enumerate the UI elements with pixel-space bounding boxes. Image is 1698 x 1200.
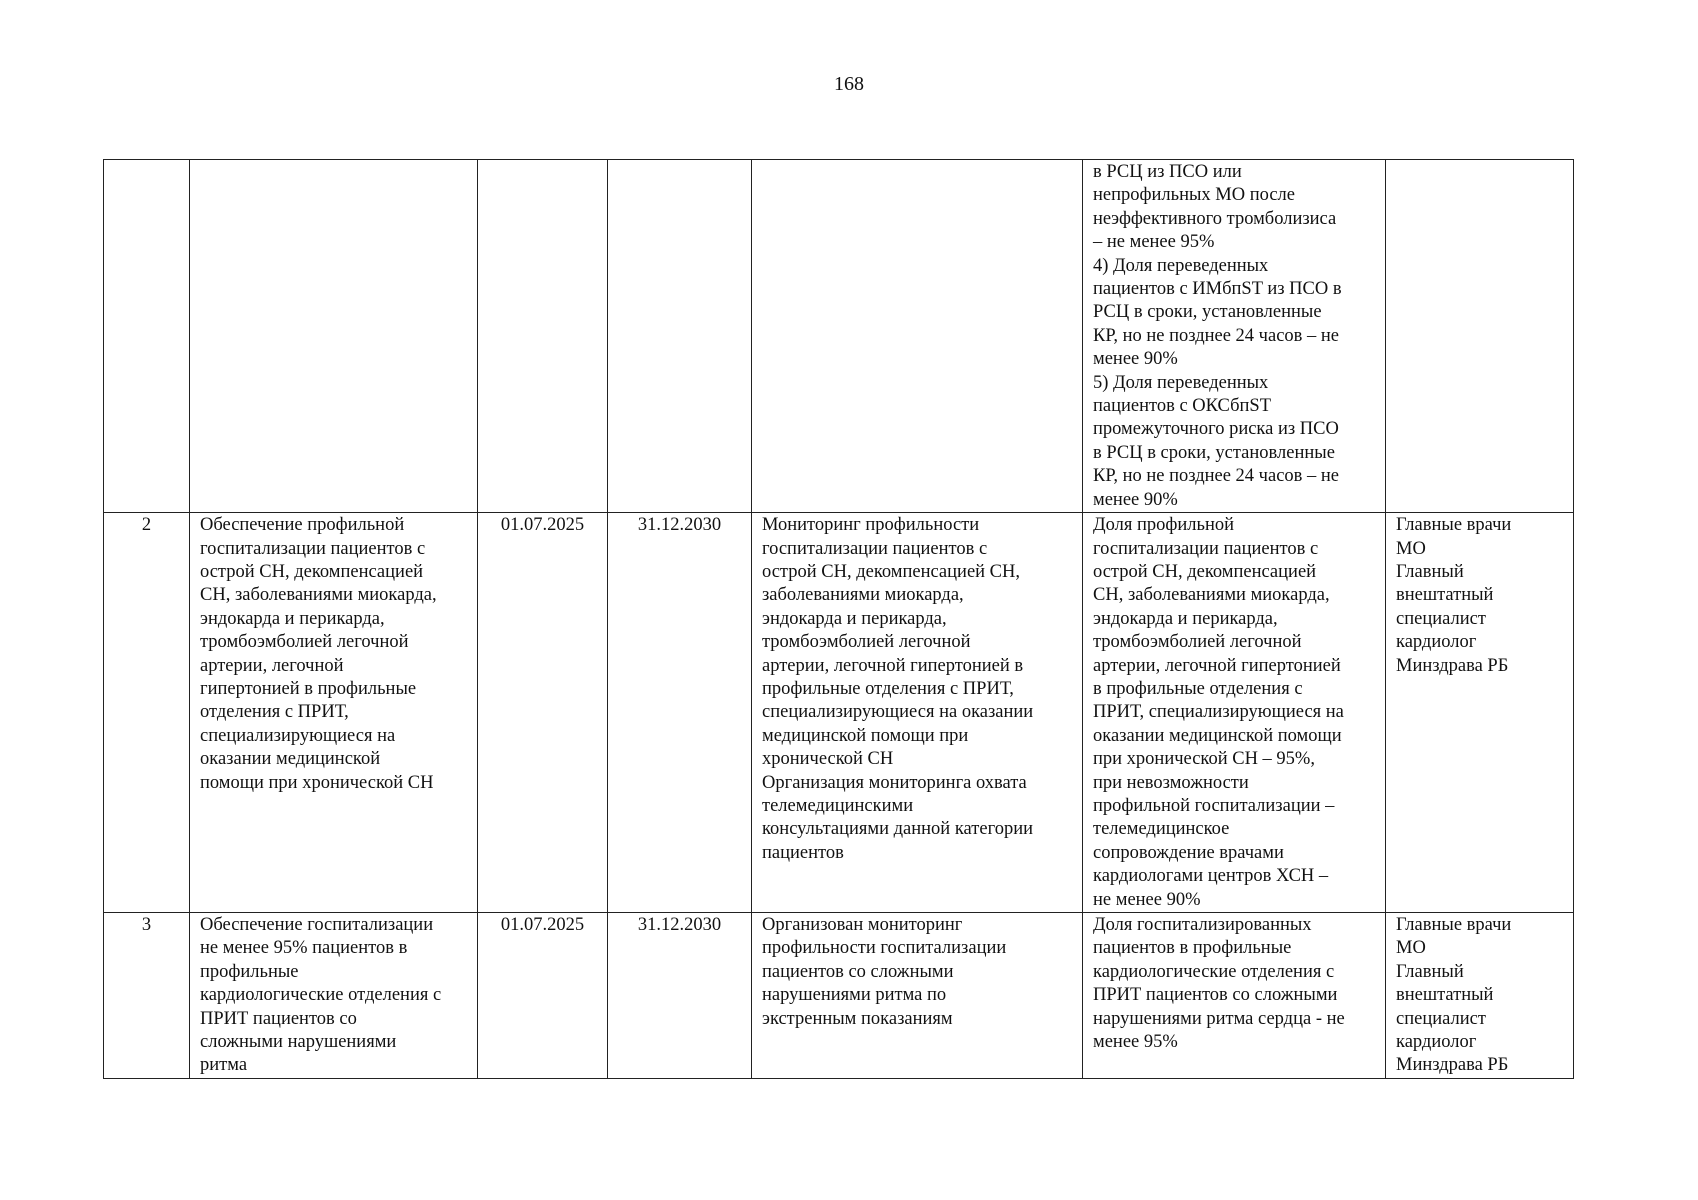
cell-end-date <box>608 160 752 513</box>
cell-result: Организован мониторинг профильности госпитализации пациентов со сложными нарушениями ритма по экстренным показаниям <box>752 913 1083 1079</box>
cell-responsible <box>1386 160 1574 513</box>
cell-number: 3 <box>104 913 190 1079</box>
cell-result: Мониторинг профильности госпитализации пациентов с острой СН, декомпенсацией СН, заболеваниями миокарда, эндокарда и перикарда, тромбоэмболией легочной артерии, легочной гипертонией в профильные отделения с ПРИТ, специализирующиеся на оказании медицинской помощи при хронической СН Организация мониторинга охвата телемедицинскими консультациями данной категории пациентов <box>752 513 1083 913</box>
cell-responsible: Главные врачи МО Главный внештатный специалист кардиолог Минздрава РБ <box>1386 513 1574 913</box>
cell-indicator: Доля госпитализированных пациентов в профильные кардиологические отделения с ПРИТ пациентов со сложными нарушениями ритма сердца - не менее 95% <box>1083 913 1386 1079</box>
cell-end-date: 31.12.2030 <box>608 913 752 1079</box>
cell-event: Обеспечение профильной госпитализации пациентов с острой СН, декомпенсацией СН, заболеваниями миокарда, эндокарда и перикарда, тромбоэмболией легочной артерии, легочной гипертонией в профильные отделения с ПРИТ, специализирующиеся на оказании медицинской помощи при хронической СН <box>190 513 478 913</box>
cell-indicator: в РСЦ из ПСО или непрофильных МО после неэффективного тромболизиса – не менее 95% 4) Доля переведенных пациентов с ИМбпST из ПСО в РСЦ в сроки, установленные КР, но не позднее 24 часов – не менее 90% 5) Доля переведенных пациентов с ОКСбпST промежуточного риска из ПСО в РСЦ в сроки, установленные КР, но не позднее 24 часов – не менее 90% <box>1083 160 1386 513</box>
cell-start-date: 01.07.2025 <box>478 913 608 1079</box>
cell-event: Обеспечение госпитализации не менее 95% пациентов в профильные кардиологические отделения с ПРИТ пациентов со сложными нарушениями ритма <box>190 913 478 1079</box>
cell-event <box>190 160 478 513</box>
measures-table <box>103 159 1574 1079</box>
table-row <box>104 513 1574 913</box>
cell-result <box>752 160 1083 513</box>
cell-indicator: Доля профильной госпитализации пациентов с острой СН, декомпенсацией СН, заболеваниями миокарда, эндокарда и перикарда, тромбоэмболией легочной артерии, легочной гипертонией в профильные отделения с ПРИТ, специализирующиеся на оказании медицинской помощи при хронической СН – 95%, при невозможности профильной госпитализации – телемедицинское сопровождение врачами кардиологами центров ХСН – не менее 90% <box>1083 513 1386 913</box>
cell-end-date: 31.12.2030 <box>608 513 752 913</box>
cell-number <box>104 160 190 513</box>
table-row <box>104 160 1574 513</box>
cell-start-date: 01.07.2025 <box>478 513 608 913</box>
page-number: 168 <box>834 73 864 95</box>
cell-number: 2 <box>104 513 190 913</box>
table-row <box>104 913 1574 1079</box>
cell-responsible: Главные врачи МО Главный внештатный специалист кардиолог Минздрава РБ <box>1386 913 1574 1079</box>
cell-start-date <box>478 160 608 513</box>
